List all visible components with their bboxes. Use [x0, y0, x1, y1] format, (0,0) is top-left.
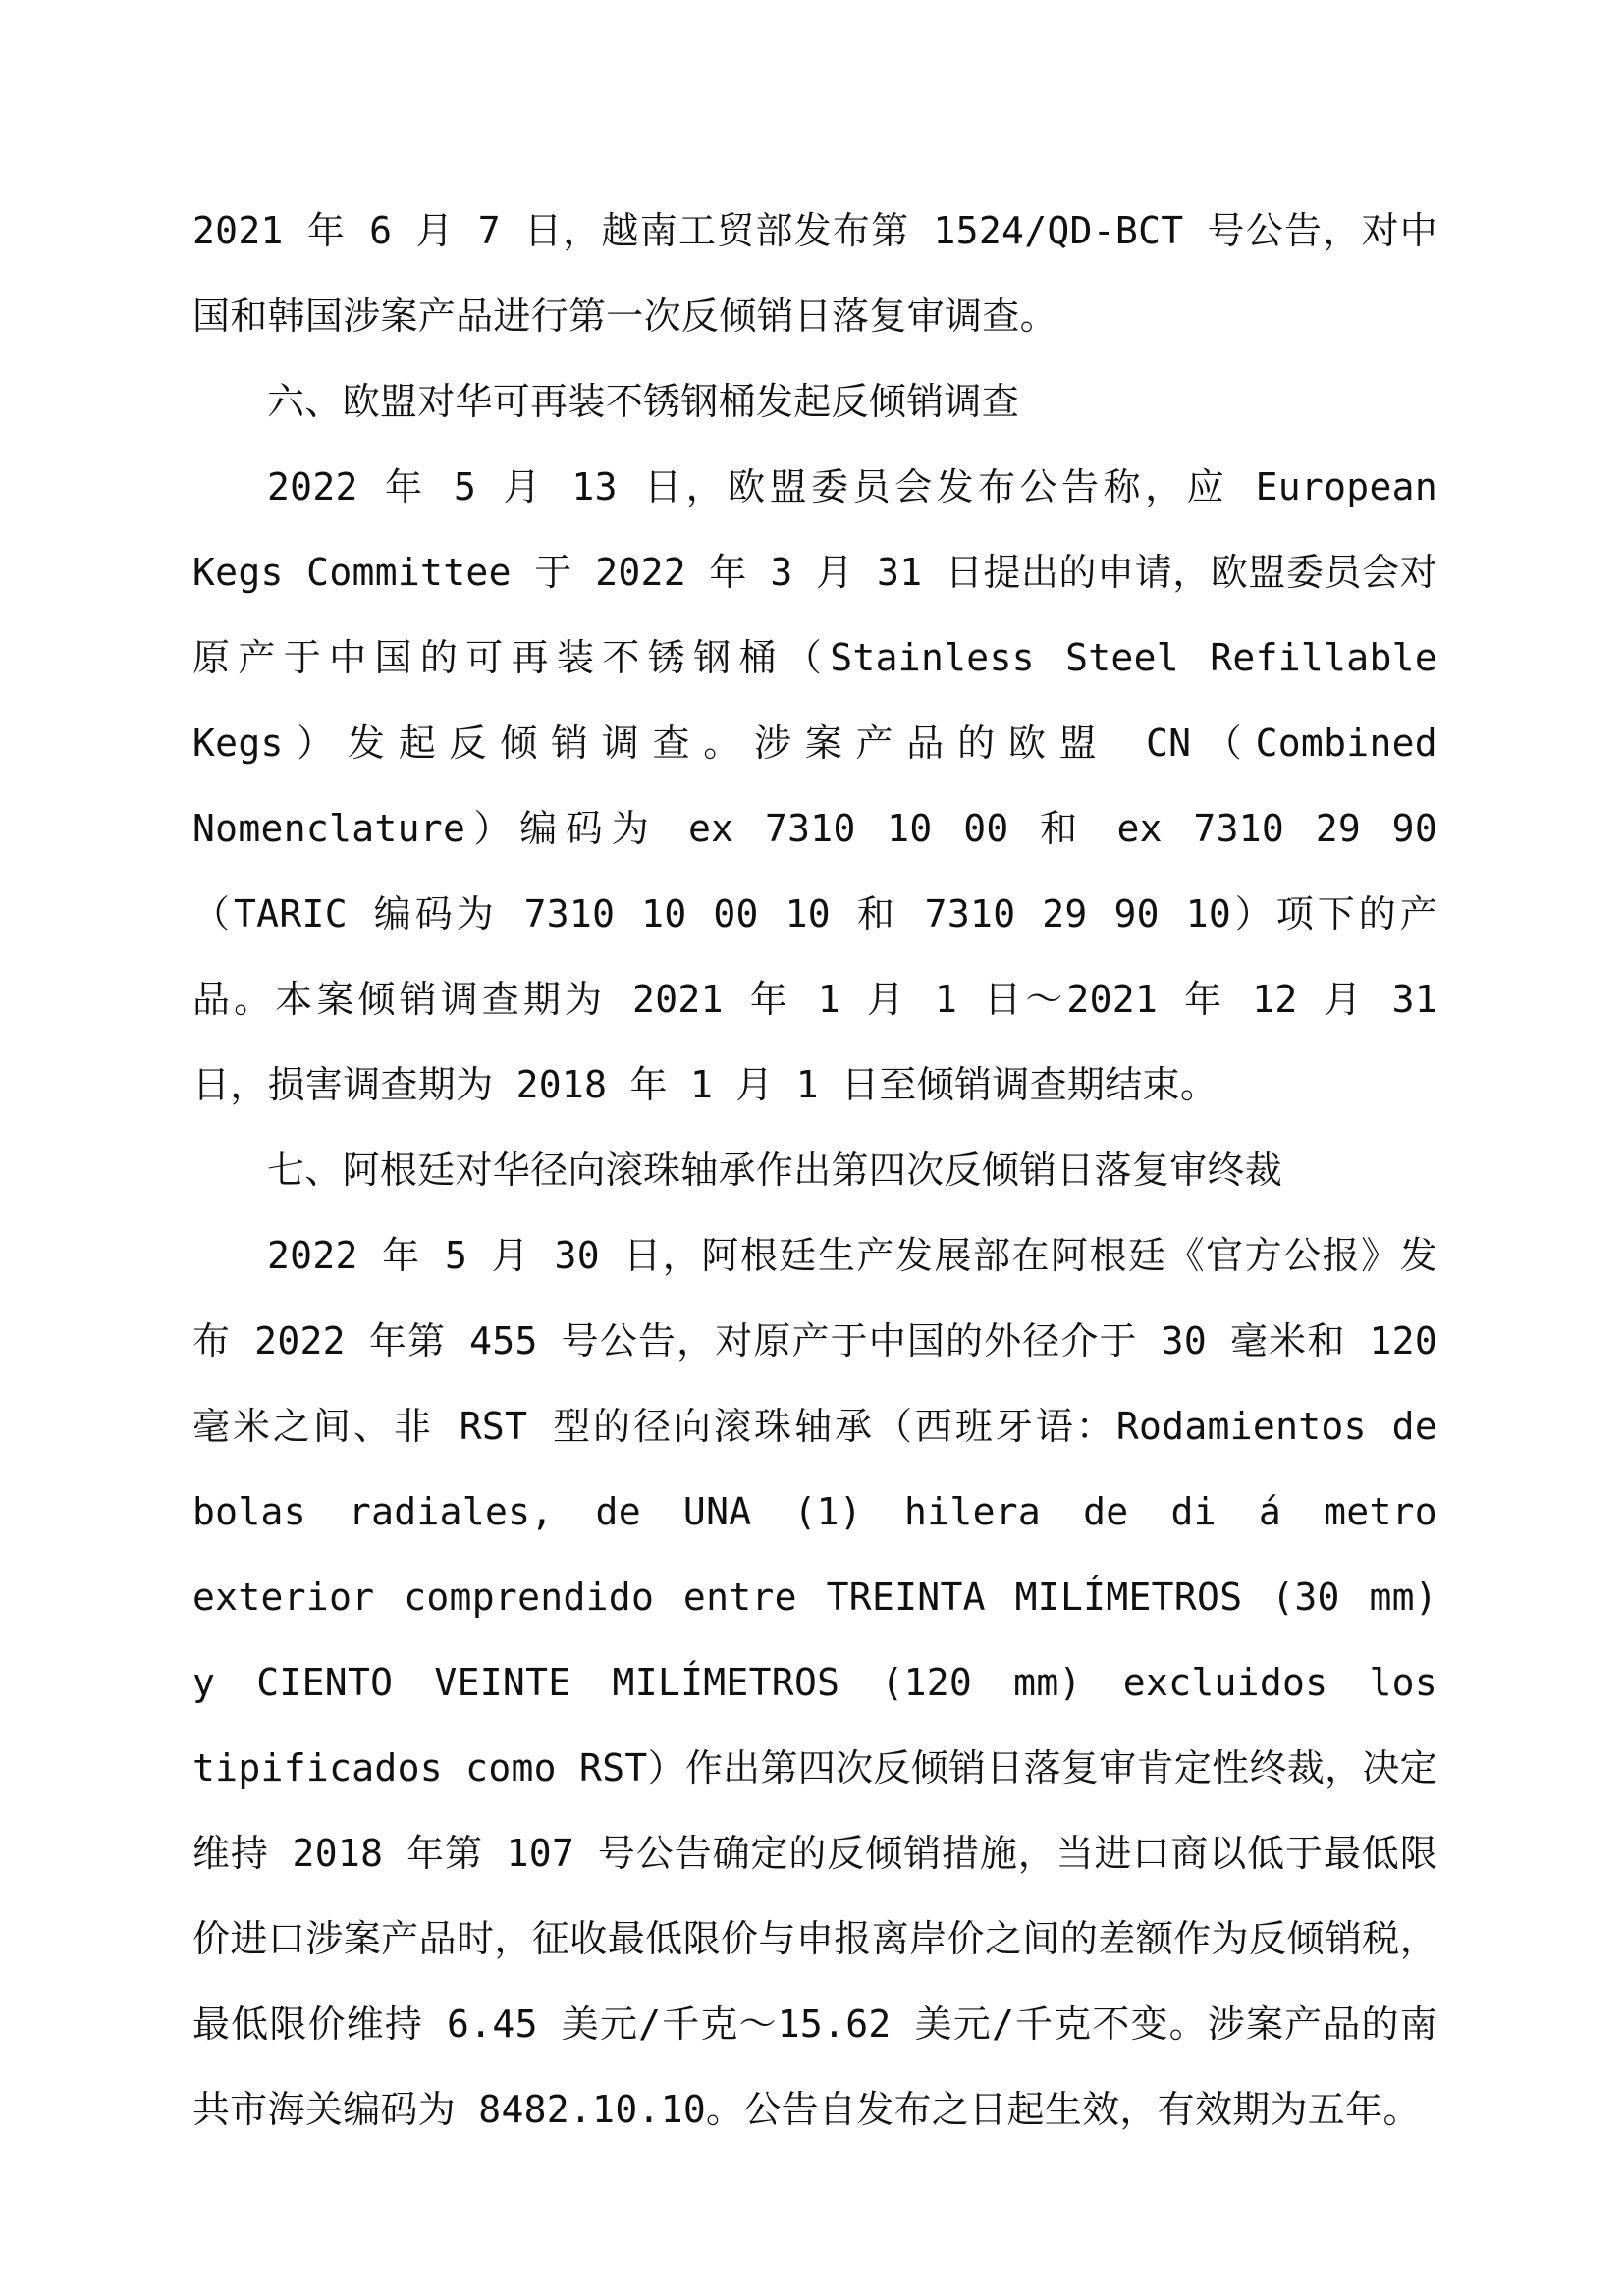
paragraph-vietnam-sunset-review: 2021 年 6 月 7 日，越南工贸部发布第 1524/QD-BCT 号公告，对中国和韩国涉案产品进行第一次反倾销日落复审调查。 [192, 209, 1437, 338]
section-heading-argentina-bearings: 七、阿根廷对华径向滚珠轴承作出第四次反倾销日落复审终裁 [267, 1148, 1283, 1192]
paragraph-eu-kegs-investigation: 2022 年 5 月 13 日，欧盟委员会发布公告称，应 European Kegs Committee 于 2022 年 3 月 31 日提出的申请，欧盟委员会对原产于中国的可再装不锈钢桶（Stainless Steel Refillable Kegs）发起反倾销调查。涉案产品的欧盟 CN（Combined Nomenclature）编码为 ex 7310 10 00 和 ex 7310 29 90（TARIC 编码为 7310 10 00 10 和 7310 29 90 10）项下的产品。本案倾销调查期为 2021 年 1 月 1 日～2021 年 12 月 31 日，损害调查期为 2018 年 1 月 1 日至倾销调查期结束。 [192, 465, 1437, 1106]
paragraph-argentina-bearings-ruling: 2022 年 5 月 30 日，阿根廷生产发展部在阿根廷《官方公报》发布 2022 年第 455 号公告，对原产于中国的外径介于 30 毫米和 120 毫米之间、非 RST 型的径向滚珠轴承（西班牙语：Rodamientos de bolas radiales, de UNA (1) hilera de di á metro exterior comprendido entre TREINTA MILÍMETROS (30 mm) y CIENTO VEINTE MILÍMETROS (120 mm) excluidos los tipificados como RST）作出第四次反倾销日落复审肯定性终裁，决定维持 2018 年第 107 号公告确定的反倾销措施，当进口商以低于最低限价进口涉案产品时，征收最低限价与申报离岸价之间的差额作为反倾销税，最低限价维持 6.45 美元/千克～15.62 美元/千克不变。涉案产品的南共市海关编码为 8482.10.10。公告自发布之日起生效，有效期为五年。 [192, 1234, 1437, 2131]
section-heading-eu-kegs: 六、欧盟对华可再装不锈钢桶发起反倾销调查 [267, 380, 1020, 423]
document-body [192, 188, 1437, 2153]
